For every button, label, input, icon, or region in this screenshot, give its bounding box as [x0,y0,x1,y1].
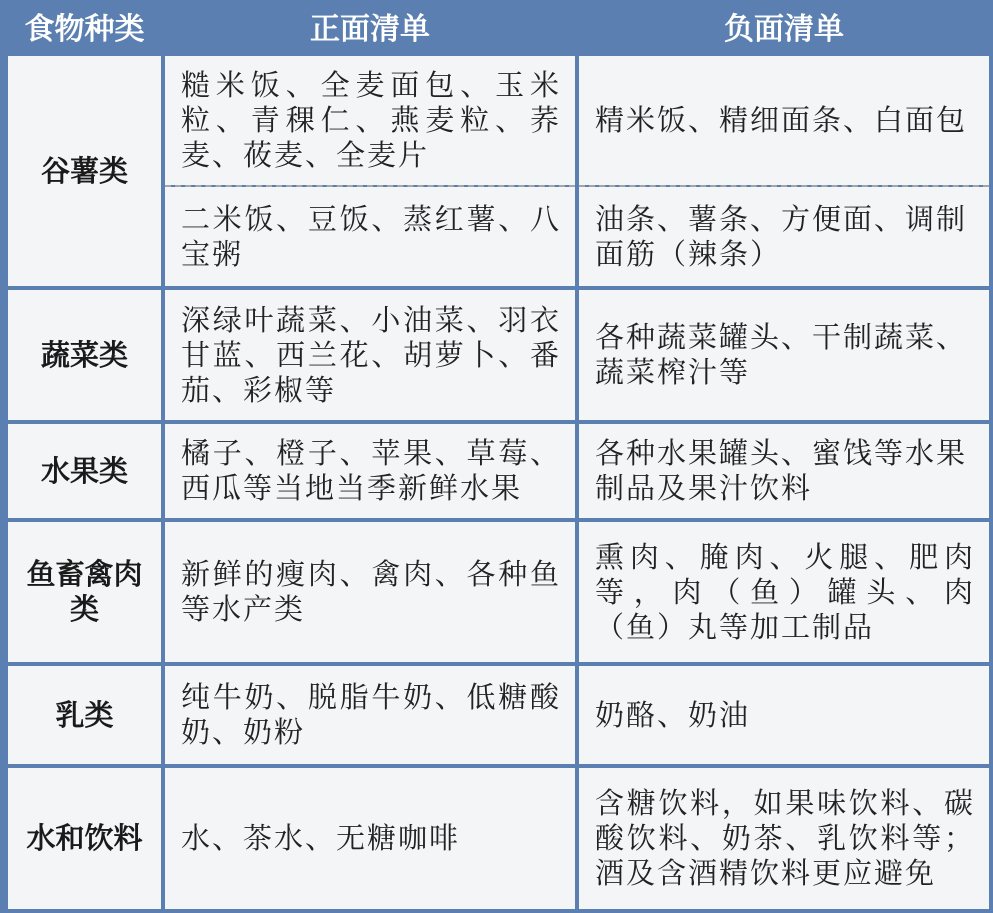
positive-cell: 深绿叶蔬菜、小油菜、羽衣甘蓝、西兰花、胡萝卜、番茄、彩椒等 [163,288,577,422]
negative-cell: 奶酪、奶油 [577,664,991,766]
positive-cell: 糙米饭、全麦面包、玉米粒、青稞仁、燕麦粒、荞麦、莜麦、全麦片 [163,54,577,186]
table-row [6,54,991,186]
table-row [6,288,991,422]
positive-cell: 二米饭、豆饭、蒸红薯、八宝粥 [163,186,577,288]
header-positive-list: 正面清单 [163,0,577,54]
table-row [6,422,991,520]
negative-cell: 油条、薯条、方便面、调制面筋（辣条） [577,186,991,288]
category-cell: 乳类 [6,664,163,766]
header-food-category: 食物种类 [6,0,163,54]
table-row [6,664,991,766]
header-negative-list: 负面清单 [577,0,991,54]
category-cell: 鱼畜禽肉类 [6,520,163,664]
category-cell: 水果类 [6,422,163,520]
positive-cell: 橘子、橙子、苹果、草莓、西瓜等当地当季新鲜水果 [163,422,577,520]
positive-cell: 新鲜的瘦肉、禽肉、各种鱼等水产类 [163,520,577,664]
header-row [6,0,991,54]
negative-cell: 各种蔬菜罐头、干制蔬菜、蔬菜榨汁等 [577,288,991,422]
category-cell: 谷薯类 [6,54,163,288]
table-row [6,520,991,664]
table-row [6,766,991,911]
negative-cell: 熏肉、腌肉、火腿、肥肉等，肉（鱼）罐头、肉（鱼）丸等加工制品 [577,520,991,664]
negative-cell: 含糖饮料，如果味饮料、碳酸饮料、奶茶、乳饮料等；酒及含酒精饮料更应避免 [577,766,991,911]
category-cell: 蔬菜类 [6,288,163,422]
positive-cell: 纯牛奶、脱脂牛奶、低糖酸奶、奶粉 [163,664,577,766]
negative-cell: 精米饭、精细面条、白面包 [577,54,991,186]
category-cell: 水和饮料 [6,766,163,911]
positive-cell: 水、茶水、无糖咖啡 [163,766,577,911]
negative-cell: 各种水果罐头、蜜饯等水果制品及果汁饮料 [577,422,991,520]
